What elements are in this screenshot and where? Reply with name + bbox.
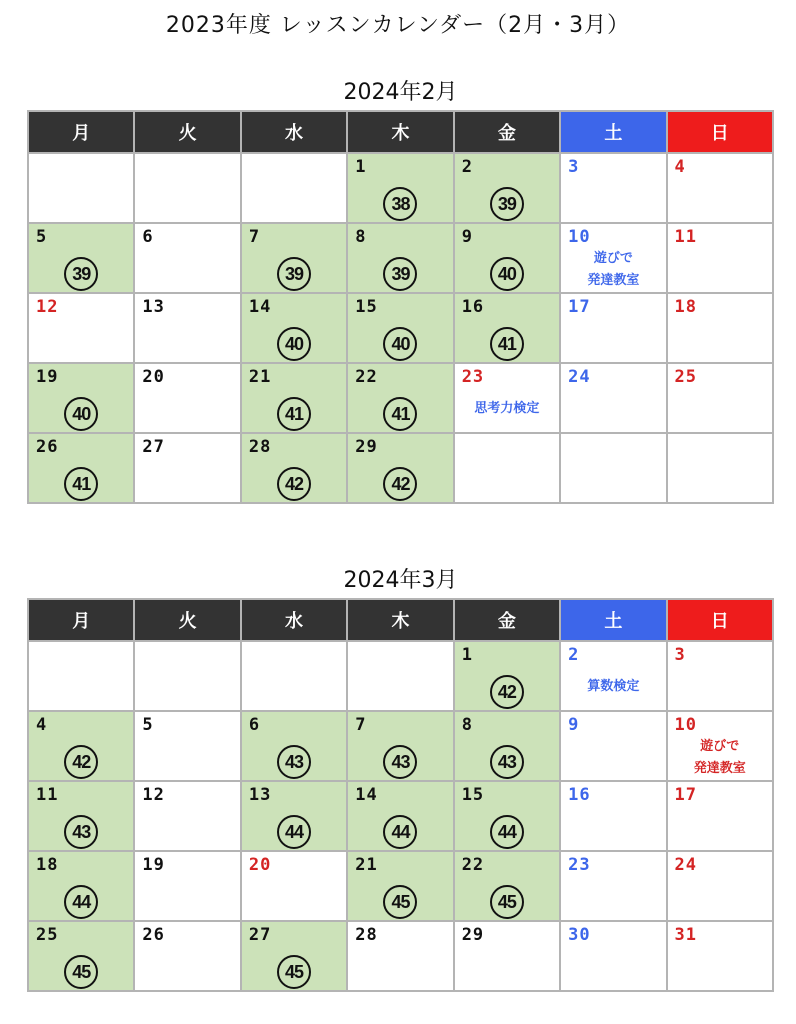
day-cell xyxy=(454,293,560,363)
day-number: 11 xyxy=(674,227,698,247)
event-note xyxy=(455,398,559,420)
weekday-header-wed: 水 xyxy=(241,111,347,153)
weekday-header-fri: 金 xyxy=(454,599,560,641)
lesson-number-badge: 41 xyxy=(490,327,524,361)
weekday-header-tue: 火 xyxy=(134,111,240,153)
day-cell xyxy=(667,363,773,433)
day-cell xyxy=(667,711,773,781)
event-note-line: 算数検定 xyxy=(587,679,640,694)
day-cell xyxy=(134,363,240,433)
day-number: 1 xyxy=(355,157,367,177)
day-number: 10 xyxy=(568,227,591,247)
day-cell xyxy=(134,921,240,991)
day-number: 30 xyxy=(568,925,591,945)
day-cell xyxy=(241,293,347,363)
day-number: 22 xyxy=(355,367,378,387)
day-cell xyxy=(347,921,453,991)
empty-day-cell xyxy=(134,153,240,223)
day-number: 7 xyxy=(248,227,261,247)
week-row xyxy=(28,641,773,711)
day-number: 23 xyxy=(461,367,485,387)
calendar-body xyxy=(28,153,773,503)
lesson-number-badge: 45 xyxy=(383,885,417,919)
lesson-number-badge: 40 xyxy=(490,257,524,291)
day-number: 5 xyxy=(142,715,154,735)
empty-day-cell xyxy=(134,641,240,711)
day-number: 28 xyxy=(248,437,272,457)
day-cell xyxy=(241,223,347,293)
event-note xyxy=(668,736,772,780)
lesson-number-badge: 45 xyxy=(490,885,524,919)
event-note xyxy=(561,676,665,698)
lesson-number-badge: 44 xyxy=(490,815,524,849)
day-cell xyxy=(134,223,240,293)
week-row xyxy=(28,711,773,781)
day-cell xyxy=(560,153,666,223)
day-number: 25 xyxy=(36,925,59,945)
week-row xyxy=(28,293,773,363)
event-note-line: 発達教室 xyxy=(693,761,746,776)
day-number: 26 xyxy=(36,437,59,457)
day-cell xyxy=(28,223,134,293)
day-number: 6 xyxy=(142,227,154,247)
day-number: 2 xyxy=(461,157,473,177)
day-cell xyxy=(454,921,560,991)
day-cell xyxy=(347,711,453,781)
lesson-number-badge: 41 xyxy=(64,467,98,501)
day-cell xyxy=(241,363,347,433)
lesson-number-badge: 45 xyxy=(64,955,98,989)
day-number: 13 xyxy=(142,297,165,317)
page-title: 2023年度 レッスンカレンダー（2月・3月） xyxy=(165,13,631,38)
lesson-number-badge: 42 xyxy=(490,675,524,709)
day-cell xyxy=(454,223,560,293)
day-cell xyxy=(241,781,347,851)
day-cell xyxy=(560,851,666,921)
day-number: 21 xyxy=(248,367,272,387)
day-number: 10 xyxy=(674,715,698,735)
day-number: 24 xyxy=(568,367,591,387)
day-cell xyxy=(28,781,134,851)
lesson-number-badge: 42 xyxy=(64,745,98,779)
day-cell xyxy=(560,363,666,433)
day-cell xyxy=(28,433,134,503)
day-number: 12 xyxy=(36,297,59,317)
day-cell xyxy=(347,153,453,223)
event-note-line: 遊びで xyxy=(593,251,633,266)
weekday-header-mon: 月 xyxy=(28,599,134,641)
day-cell xyxy=(667,851,773,921)
weekday-header-sun: 日 xyxy=(667,599,773,641)
lesson-number-badge: 43 xyxy=(277,745,311,779)
day-number: 12 xyxy=(142,785,165,805)
day-cell xyxy=(560,711,666,781)
day-number: 7 xyxy=(355,715,367,735)
weekday-header-wed: 水 xyxy=(241,599,347,641)
day-cell xyxy=(241,851,347,921)
day-number: 27 xyxy=(248,925,272,945)
day-number: 9 xyxy=(568,715,580,735)
day-cell xyxy=(560,641,666,711)
day-number: 14 xyxy=(248,297,272,317)
day-number: 16 xyxy=(568,785,591,805)
lesson-number-badge: 40 xyxy=(277,327,311,361)
event-note-line: 遊びで xyxy=(700,739,740,754)
day-number: 3 xyxy=(674,645,686,665)
weekday-header-thu: 木 xyxy=(347,599,453,641)
lesson-number-badge: 39 xyxy=(277,257,311,291)
day-cell xyxy=(241,433,347,503)
day-cell xyxy=(347,781,453,851)
lesson-number-badge: 44 xyxy=(64,885,98,919)
weekday-header-thu: 木 xyxy=(347,111,453,153)
day-number: 22 xyxy=(461,855,485,875)
day-number: 11 xyxy=(36,785,59,805)
lesson-number-badge: 43 xyxy=(64,815,98,849)
day-cell xyxy=(134,781,240,851)
day-cell xyxy=(560,293,666,363)
day-number: 14 xyxy=(355,785,378,805)
day-cell xyxy=(347,363,453,433)
day-cell xyxy=(667,153,773,223)
day-number: 26 xyxy=(142,925,165,945)
lesson-number-badge: 39 xyxy=(64,257,98,291)
day-number: 1 xyxy=(461,645,473,665)
day-number: 4 xyxy=(36,715,48,735)
day-cell xyxy=(134,433,240,503)
day-cell xyxy=(454,781,560,851)
day-number: 3 xyxy=(568,157,580,177)
day-number: 31 xyxy=(674,925,698,945)
lesson-number-badge: 38 xyxy=(383,187,417,221)
weekday-header-fri: 金 xyxy=(454,111,560,153)
day-number: 29 xyxy=(355,437,378,457)
day-cell xyxy=(347,223,453,293)
lesson-number-badge: 42 xyxy=(277,467,311,501)
weekday-header-row xyxy=(28,599,773,641)
day-number: 28 xyxy=(355,925,378,945)
weekday-header-sat: 土 xyxy=(560,111,666,153)
day-number: 20 xyxy=(248,855,272,875)
week-row xyxy=(28,921,773,991)
day-cell xyxy=(28,851,134,921)
week-row xyxy=(28,433,773,503)
day-cell xyxy=(667,921,773,991)
day-number: 19 xyxy=(142,855,165,875)
day-number: 19 xyxy=(36,367,59,387)
day-cell xyxy=(134,711,240,781)
event-note xyxy=(561,248,665,292)
day-cell xyxy=(241,711,347,781)
event-note-line: 思考力検定 xyxy=(474,401,540,416)
day-cell xyxy=(241,921,347,991)
week-row xyxy=(28,153,773,223)
day-number: 9 xyxy=(461,227,473,247)
day-cell xyxy=(454,711,560,781)
day-number: 17 xyxy=(568,297,591,317)
day-number: 8 xyxy=(461,715,473,735)
lesson-number-badge: 43 xyxy=(490,745,524,779)
day-cell xyxy=(28,293,134,363)
day-cell xyxy=(667,293,773,363)
week-row xyxy=(28,223,773,293)
day-cell xyxy=(667,223,773,293)
empty-day-cell xyxy=(454,433,560,503)
day-cell xyxy=(560,781,666,851)
day-number: 18 xyxy=(36,855,59,875)
week-row xyxy=(28,851,773,921)
week-row xyxy=(28,781,773,851)
day-cell xyxy=(347,293,453,363)
day-cell xyxy=(134,293,240,363)
day-cell xyxy=(347,851,453,921)
day-number: 25 xyxy=(674,367,698,387)
lesson-number-badge: 44 xyxy=(383,815,417,849)
day-number: 27 xyxy=(142,437,165,457)
lesson-number-badge: 40 xyxy=(383,327,417,361)
day-number: 18 xyxy=(674,297,698,317)
weekday-header-tue: 火 xyxy=(134,599,240,641)
month-february xyxy=(27,76,774,504)
empty-day-cell xyxy=(560,433,666,503)
day-cell xyxy=(454,851,560,921)
empty-day-cell xyxy=(28,641,134,711)
day-cell xyxy=(28,921,134,991)
month-march xyxy=(27,564,774,992)
calendar-body xyxy=(28,641,773,991)
day-number: 29 xyxy=(461,925,485,945)
day-number: 6 xyxy=(248,715,261,735)
event-note-line: 発達教室 xyxy=(587,273,640,288)
day-number: 15 xyxy=(461,785,485,805)
empty-day-cell xyxy=(667,433,773,503)
lesson-number-badge: 39 xyxy=(383,257,417,291)
day-number: 20 xyxy=(142,367,165,387)
day-number: 8 xyxy=(355,227,367,247)
day-cell xyxy=(28,711,134,781)
day-number: 2 xyxy=(568,645,580,665)
day-number: 24 xyxy=(674,855,698,875)
day-cell xyxy=(454,153,560,223)
lesson-number-badge: 45 xyxy=(277,955,311,989)
day-cell xyxy=(560,223,666,293)
lesson-number-badge: 43 xyxy=(383,745,417,779)
lesson-number-badge: 41 xyxy=(383,397,417,431)
day-cell xyxy=(28,363,134,433)
weekday-header-row xyxy=(28,111,773,153)
calendar-grid xyxy=(27,598,774,992)
day-number: 13 xyxy=(248,785,272,805)
weekday-header-mon: 月 xyxy=(28,111,134,153)
day-number: 16 xyxy=(461,297,485,317)
day-number: 17 xyxy=(674,785,698,805)
lesson-number-badge: 44 xyxy=(277,815,311,849)
weekday-header-sun: 日 xyxy=(667,111,773,153)
month-title: 2024年2月 xyxy=(343,80,458,105)
empty-day-cell xyxy=(241,641,347,711)
day-cell xyxy=(560,921,666,991)
day-number: 4 xyxy=(674,157,686,177)
lesson-number-badge: 39 xyxy=(490,187,524,221)
weekday-header-sat: 土 xyxy=(560,599,666,641)
day-cell xyxy=(454,363,560,433)
day-number: 23 xyxy=(568,855,591,875)
week-row xyxy=(28,363,773,433)
day-cell xyxy=(134,851,240,921)
lesson-number-badge: 40 xyxy=(64,397,98,431)
empty-day-cell xyxy=(241,153,347,223)
day-cell xyxy=(667,641,773,711)
day-number: 15 xyxy=(355,297,378,317)
day-cell xyxy=(454,641,560,711)
empty-day-cell xyxy=(28,153,134,223)
empty-day-cell xyxy=(347,641,453,711)
day-number: 5 xyxy=(36,227,48,247)
lesson-number-badge: 41 xyxy=(277,397,311,431)
month-title: 2024年3月 xyxy=(343,568,458,593)
lesson-number-badge: 42 xyxy=(383,467,417,501)
calendar-grid xyxy=(27,110,774,504)
day-cell xyxy=(347,433,453,503)
day-number: 21 xyxy=(355,855,378,875)
day-cell xyxy=(667,781,773,851)
